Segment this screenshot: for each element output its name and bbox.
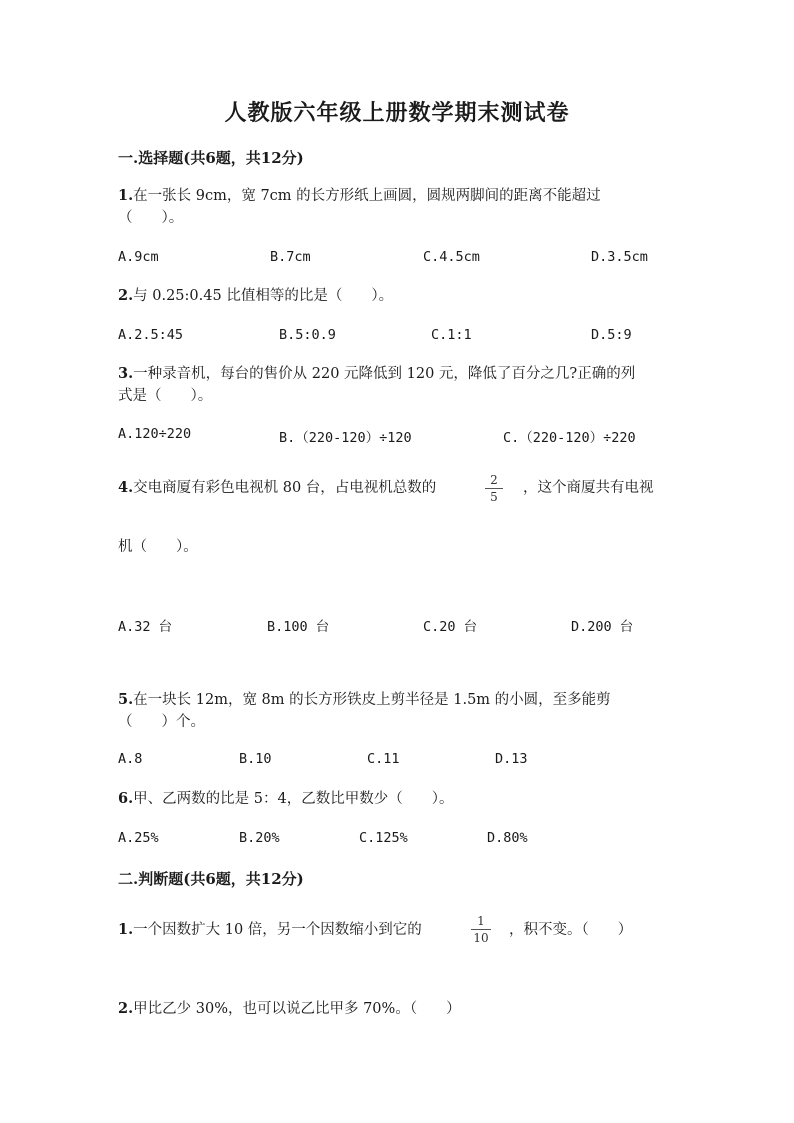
fraction-numerator: 2 (490, 473, 498, 487)
option-d: D.13 (495, 751, 528, 767)
section-heading-choice: 一.选择题(共6题，共12分) (118, 149, 304, 167)
question-number: 2. (118, 1000, 134, 1017)
option-b: B.5:0.9 (279, 327, 336, 343)
fraction-bar (471, 929, 491, 930)
question-number: 5. (118, 691, 134, 708)
question-text-cont: 机（ ）。 (118, 539, 198, 555)
option-a: A.25% (118, 830, 159, 846)
question-text: 甲、乙两数的比是 5：4，乙数比甲数少（ ）。 (133, 791, 454, 807)
option-d: D.80% (487, 830, 528, 846)
option-b: B.20% (239, 830, 280, 846)
question-text: 与 0.25:0.45 比值相等的比是（ ）。 (133, 288, 394, 304)
option-a: A.120÷220 (118, 426, 192, 442)
question-text: 在一张长 9cm，宽 7cm 的长方形纸上画圆，圆规两脚间的距离不能超过 (133, 188, 601, 204)
question-text-cont: （ ）个。 (118, 714, 205, 730)
option-c: C.11 (367, 751, 400, 767)
question-number: 6. (118, 790, 134, 807)
question-text: 在一块长 12m，宽 8m 的长方形铁皮上剪半径是 1.5m 的小圆，至多能剪 (133, 692, 611, 708)
option-c: C.1:1 (431, 327, 472, 343)
option-b: B.（220-120）÷120 (279, 430, 412, 446)
option-b: B.100 台 (267, 619, 330, 635)
question-number: 1. (118, 187, 134, 204)
fraction-one-tenth (469, 914, 493, 945)
question-text-cont: （ ）。 (118, 210, 184, 226)
option-a: A.32 台 (118, 619, 173, 635)
option-d: D.200 台 (571, 619, 634, 635)
question-text-cont: 式是（ ）。 (118, 388, 213, 404)
option-d: D.3.5cm (591, 249, 648, 265)
option-c: C.4.5cm (423, 249, 480, 265)
question-text: 一个因数扩大 10 倍，另一个因数缩小到它的 (133, 922, 422, 938)
question-text: 交电商厦有彩色电视机 80 台，占电视机总数的 (133, 480, 437, 496)
option-b: B.7cm (270, 249, 311, 265)
page-title: 人教版六年级上册数学期末测试卷 (224, 100, 570, 126)
fraction-denominator: 10 (473, 931, 489, 945)
question-text: 一种录音机，每台的售价从 220 元降低到 120 元，降低了百分之几?正确的列 (133, 366, 636, 382)
option-b: B.10 (239, 751, 272, 767)
option-a: A.2.5:45 (118, 327, 184, 343)
question-2 (118, 285, 688, 307)
judgement-question-2 (118, 998, 688, 1020)
fraction-bar (485, 488, 503, 489)
question-6 (118, 788, 688, 810)
question-1 (118, 185, 688, 229)
option-d: D.5:9 (591, 327, 632, 343)
fraction-two-fifths (483, 473, 505, 504)
question-3 (118, 363, 688, 407)
section-heading-judgement: 二.判断题(共6题，共12分) (118, 870, 304, 888)
question-text: 甲比乙少 30%，也可以说乙比甲多 70%。（ ） (133, 1001, 461, 1017)
option-a: A.8 (118, 751, 143, 767)
question-text-after-fraction: ，积不变。（ ） (509, 922, 633, 938)
fraction-denominator: 5 (490, 490, 498, 504)
question-5 (118, 689, 688, 733)
option-c: C.125% (359, 830, 408, 846)
option-c: C.（220-120）÷220 (503, 430, 636, 446)
option-c: C.20 台 (423, 619, 478, 635)
fraction-numerator: 1 (477, 914, 485, 928)
question-number: 2. (118, 287, 134, 304)
question-number: 4. (118, 479, 134, 496)
question-number: 1. (118, 921, 134, 938)
option-a: A.9cm (118, 249, 159, 265)
question-number: 3. (118, 365, 134, 382)
question-text-after-fraction: ，这个商厦共有电视 (523, 480, 654, 496)
